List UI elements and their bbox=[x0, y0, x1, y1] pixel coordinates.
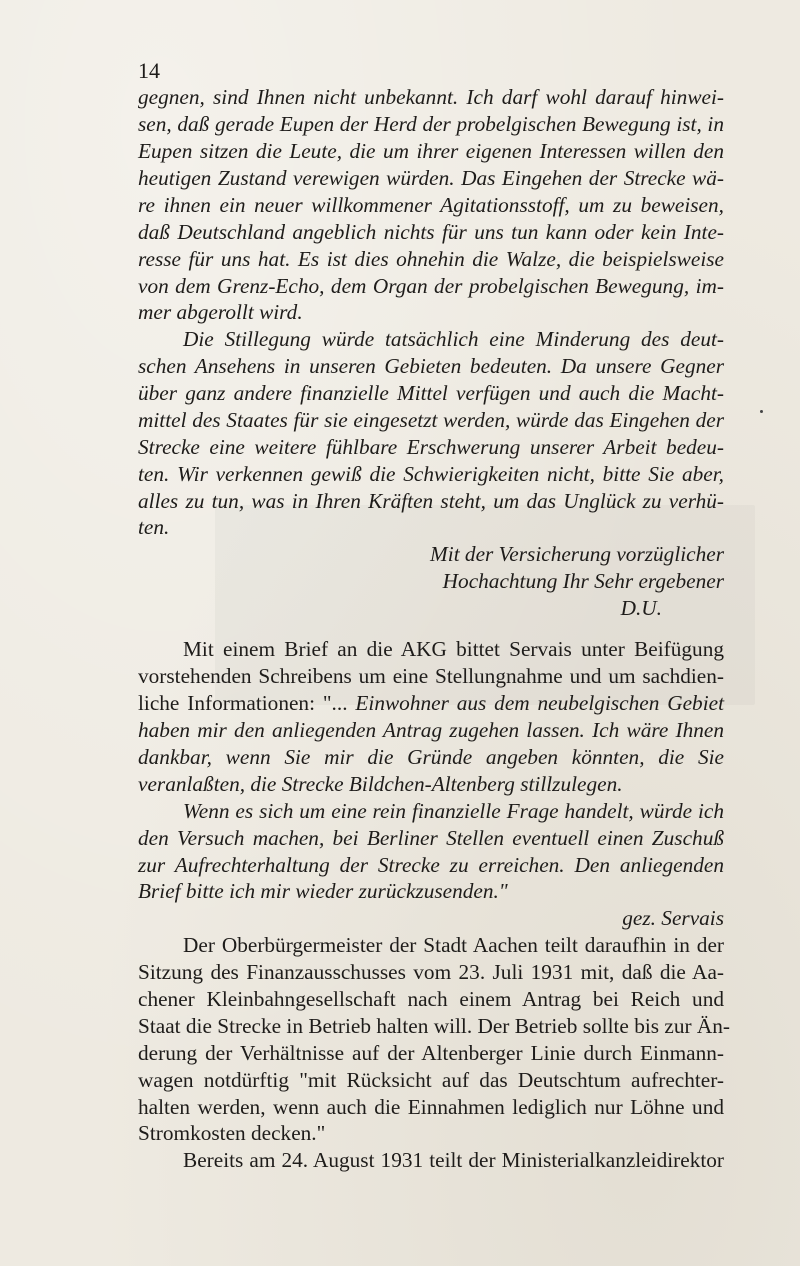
servais-signature: gez. Servais bbox=[622, 906, 724, 930]
quote-line: zur Aufrechterhaltung der Strecke zu erreichen. Den anliegenden bbox=[138, 853, 724, 877]
letter-line: Eupen sitzen die Leute, die um ihrer eigenen Interessen willen den bbox=[138, 139, 724, 163]
quote-line: Wenn es sich um eine rein finanzielle Frage handelt, würde ich bbox=[183, 799, 724, 823]
letter-line: daß Deutschland angeblich nichts für uns tun kann oder kein Inte- bbox=[138, 220, 724, 244]
quote-line: Brief bitte ich mir wieder zurückzusenden." bbox=[138, 879, 508, 903]
body-line bbox=[138, 690, 724, 716]
body-line: Staat die Strecke in Betrieb halten will. Der Betrieb sollte bis zur Än- bbox=[138, 1014, 731, 1038]
letter-line: mittel des Staates für sie eingesetzt werden, würde das Eingehen der bbox=[138, 408, 724, 432]
page-number: 14 bbox=[138, 58, 160, 83]
letter-line: ten. bbox=[138, 515, 170, 539]
letter-line: mer abgerollt wird. bbox=[138, 300, 303, 324]
quote-line: veranlaßten, die Strecke Bildchen-Altenberg stillzulegen. bbox=[138, 772, 623, 796]
body-line: Sitzung des Finanzausschusses vom 23. Juli 1931 mit, daß die Aa- bbox=[138, 960, 724, 984]
letter-line: schen Ansehens in unseren Gebieten bedeuten. Da unsere Gegner bbox=[138, 354, 724, 378]
body-line: chener Kleinbahngesellschaft nach einem Antrag bei Reich und bbox=[138, 987, 724, 1011]
body-line: Der Oberbürgermeister der Stadt Aachen teilt daraufhin in der bbox=[183, 933, 724, 957]
letter-closing: Hochachtung Ihr Sehr ergebener bbox=[442, 569, 724, 593]
body-line: Bereits am 24. August 1931 teilt der Ministerialkanzleidirektor bbox=[183, 1148, 724, 1172]
letter-line: über ganz andere finanzielle Mittel verfügen und auch die Macht- bbox=[138, 381, 724, 405]
body-text: liche Informationen: "... bbox=[138, 691, 348, 715]
margin-speck bbox=[760, 410, 763, 413]
body-line: wagen notdürftig "mit Rücksicht auf das Deutschtum aufrechter- bbox=[138, 1068, 724, 1092]
letter-line: ten. Wir verkennen gewiß die Schwierigkeiten nicht, bitte Sie aber, bbox=[138, 462, 724, 486]
quote-line: den Versuch machen, bei Berliner Stellen eventuell einen Zuschuß bbox=[138, 826, 724, 850]
letter-line: Strecke eine weitere fühlbare Erschwerung unserer Arbeit bedeu- bbox=[138, 435, 724, 459]
letter-line: sen, daß gerade Eupen der Herd der probelgischen Bewegung ist, in bbox=[138, 112, 724, 136]
letter-line: heutigen Zustand verewigen würden. Das Eingehen der Strecke wä- bbox=[138, 166, 724, 190]
body-line: Mit einem Brief an die AKG bittet Servais unter Beifügung bbox=[183, 637, 724, 661]
letter-closing: Mit der Versicherung vorzüglicher bbox=[430, 542, 724, 566]
body-line: halten werden, wenn auch die Einnahmen lediglich nur Löhne und bbox=[138, 1095, 724, 1119]
body-line: vorstehenden Schreibens um eine Stellungnahme und um sachdien- bbox=[138, 664, 724, 688]
letter-line: resse für uns hat. Es ist dies ohnehin die Walze, die beispielsweise bbox=[138, 247, 724, 271]
letter-line: Die Stillegung würde tatsächlich eine Minderung des deut- bbox=[183, 327, 724, 351]
letter-line: gegnen, sind Ihnen nicht unbekannt. Ich darf wohl darauf hinwei- bbox=[138, 85, 724, 109]
letter-line: alles zu tun, was in Ihren Kräften steht, um das Unglück zu verhü- bbox=[138, 489, 724, 513]
body-line: Stromkosten decken." bbox=[138, 1121, 326, 1145]
letter-line: re ihnen ein neuer willkommener Agitationsstoff, um zu beweisen, bbox=[138, 193, 724, 217]
letter-line: von dem Grenz-Echo, dem Organ der probelgischen Bewegung, im- bbox=[138, 274, 724, 298]
quote-text: Einwohner aus dem neubelgischen Gebiet bbox=[347, 691, 724, 715]
quote-line: haben mir den anliegenden Antrag zugehen lassen. Ich wäre Ihnen bbox=[138, 718, 724, 742]
body-line: derung der Verhältnisse auf der Altenberger Linie durch Einmann- bbox=[138, 1041, 724, 1065]
quote-line: dankbar, wenn Sie mir die Gründe angeben könnten, die Sie bbox=[138, 745, 724, 769]
letter-signature: D.U. bbox=[620, 596, 662, 620]
